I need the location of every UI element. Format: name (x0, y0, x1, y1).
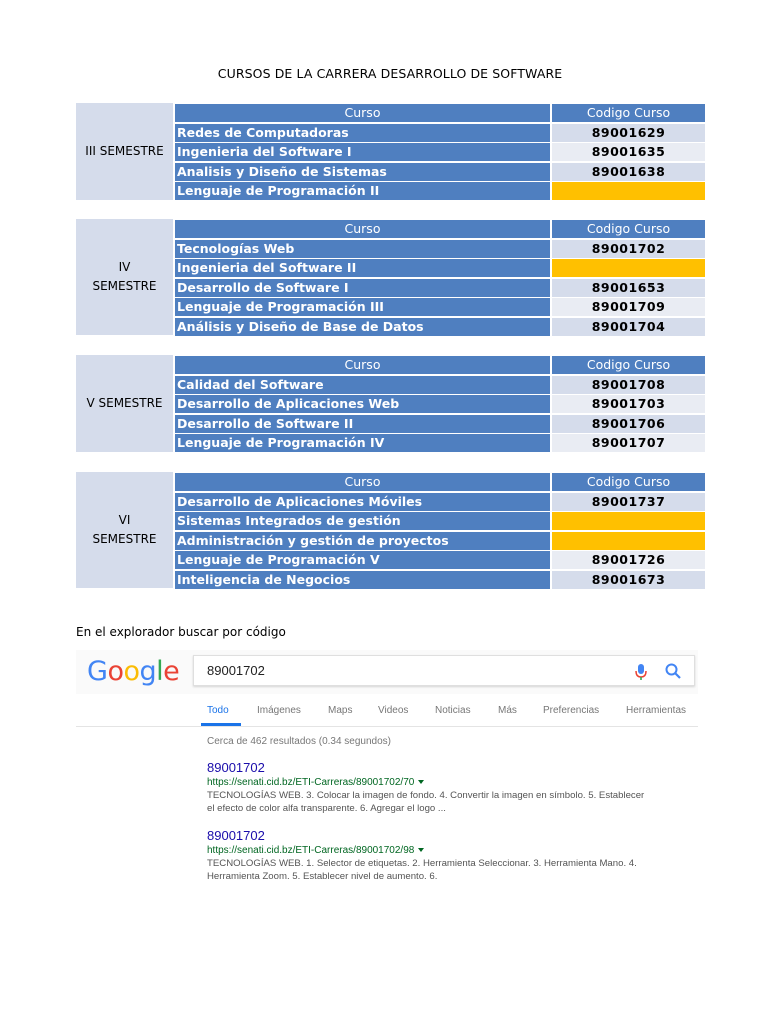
header-code: Codigo Curso (552, 220, 705, 238)
course-name: Inteligencia de Negocios (175, 571, 550, 589)
search-tabs (76, 694, 698, 727)
course-code: 89001709 (552, 298, 705, 316)
semester-block (76, 355, 705, 452)
result-snippet: TECNOLOGÍAS WEB. 3. Colocar la imagen de fondo. 4. Convertir la imagen en símbolo. 5. Establecer (207, 790, 645, 801)
course-code: 89001653 (552, 279, 705, 297)
dropdown-arrow-icon[interactable] (418, 848, 424, 852)
tab-4[interactable]: Noticias (435, 705, 471, 716)
tab-7[interactable]: Herramientas (626, 705, 687, 716)
caption: En el explorador buscar por código (76, 625, 286, 639)
course-name: Desarrollo de Aplicaciones Web (175, 395, 550, 413)
course-code (552, 512, 705, 530)
google-search-screenshot (76, 650, 698, 890)
search-input[interactable] (193, 655, 695, 686)
logo-letter: l (156, 656, 164, 687)
header-code: Codigo Curso (552, 356, 705, 374)
tab-3[interactable]: Videos (378, 705, 409, 716)
tab-1[interactable]: Imágenes (257, 705, 301, 716)
course-code: 89001704 (552, 318, 705, 336)
result-title-link[interactable]: 89001702 (207, 828, 265, 843)
course-code: 89001707 (552, 434, 705, 452)
header-code: Codigo Curso (552, 104, 705, 122)
search-result (207, 828, 687, 883)
table-row (175, 512, 705, 530)
table-header-row (175, 220, 705, 238)
course-name: Administración y gestión de proyectos (175, 532, 550, 550)
table-row (175, 434, 705, 452)
logo-letter: g (139, 656, 157, 687)
course-name: Análisis y Diseño de Base de Datos (175, 318, 550, 336)
search-icon[interactable] (664, 662, 682, 680)
header-course: Curso (175, 473, 550, 491)
tab-5[interactable]: Más (498, 705, 517, 716)
header-course: Curso (175, 104, 550, 122)
table-row (175, 551, 705, 569)
logo-letter: o (107, 656, 124, 687)
course-name: Desarrollo de Software II (175, 415, 550, 433)
semester-label-line2: SEMESTRE (92, 279, 157, 293)
result-stats: Cerca de 462 resultados (0.34 segundos) (207, 736, 392, 747)
course-code: 89001737 (552, 493, 705, 511)
result-url[interactable] (207, 844, 687, 857)
course-code: 89001638 (552, 163, 705, 181)
tab-6[interactable]: Preferencias (543, 705, 600, 716)
table-header-row (175, 473, 705, 491)
course-code (552, 182, 705, 200)
logo-letter: o (123, 656, 140, 687)
table-row (175, 493, 705, 511)
result-url-text: https://senati.cid.bz/ETI-Carreras/89001702/70 (207, 777, 415, 788)
table-row (175, 571, 705, 589)
logo-letter: e (163, 656, 180, 687)
table-row (175, 376, 705, 394)
course-name: Redes de Computadoras (175, 124, 550, 142)
search-query: 89001702 (207, 663, 265, 678)
table-row (175, 124, 705, 142)
course-name: Lenguaje de Programación II (175, 182, 550, 200)
course-name: Calidad del Software (175, 376, 550, 394)
course-name: Ingenieria del Software I (175, 143, 550, 161)
result-url-text: https://senati.cid.bz/ETI-Carreras/89001702/98 (207, 845, 415, 856)
semester-label (76, 103, 173, 200)
course-name: Desarrollo de Software I (175, 279, 550, 297)
microphone-icon[interactable] (634, 663, 648, 681)
table-row (175, 240, 705, 258)
tab-2[interactable]: Maps (328, 705, 353, 716)
header-course: Curso (175, 220, 550, 238)
semester-label-line1: IV (118, 260, 131, 274)
course-code: 89001706 (552, 415, 705, 433)
result-snippet: TECNOLOGÍAS WEB. 1. Selector de etiquetas. 2. Herramienta Seleccionar. 3. Herramienta Mano. 4. (207, 858, 637, 869)
course-name: Tecnologías Web (175, 240, 550, 258)
course-code: 89001635 (552, 143, 705, 161)
table-row (175, 318, 705, 336)
result-url[interactable] (207, 776, 687, 789)
course-name: Lenguaje de Programación V (175, 551, 550, 569)
course-name: Lenguaje de Programación III (175, 298, 550, 316)
table-row (175, 259, 705, 277)
course-code: 89001702 (552, 240, 705, 258)
tab-0[interactable]: Todo (207, 705, 229, 716)
search-header (76, 650, 698, 694)
table-header-row (175, 356, 705, 374)
course-name: Lenguaje de Programación IV (175, 434, 550, 452)
course-name: Desarrollo de Aplicaciones Móviles (175, 493, 550, 511)
result-title-link[interactable]: 89001702 (207, 760, 265, 775)
table-row (175, 395, 705, 413)
logo-letter: G (87, 656, 108, 687)
semester-block (76, 103, 705, 200)
table-row (175, 163, 705, 181)
semester-block (76, 472, 705, 588)
document-title: CURSOS DE LA CARRERA DESARROLLO DE SOFTWARE (217, 66, 563, 81)
table-row (175, 415, 705, 433)
google-logo (87, 656, 179, 687)
course-code: 89001703 (552, 395, 705, 413)
table-row (175, 143, 705, 161)
header-code: Codigo Curso (552, 473, 705, 491)
table-row (175, 182, 705, 200)
course-name: Analisis y Diseño de Sistemas (175, 163, 550, 181)
course-code (552, 532, 705, 550)
result-snippet: Herramienta Zoom. 5. Establecer nivel de aumento. 6. (207, 871, 438, 882)
table-row (175, 532, 705, 550)
course-name: Ingenieria del Software II (175, 259, 550, 277)
semester-label-line2: SEMESTRE (92, 532, 157, 546)
semester-label-line1: V SEMESTRE (86, 396, 163, 410)
semester-label-line1: VI (118, 513, 131, 527)
course-code (552, 259, 705, 277)
active-tab-indicator (201, 723, 241, 726)
header-course: Curso (175, 356, 550, 374)
course-code: 89001629 (552, 124, 705, 142)
table-row (175, 279, 705, 297)
semester-block (76, 219, 705, 335)
semester-label (76, 219, 173, 335)
dropdown-arrow-icon[interactable] (418, 780, 424, 784)
semester-label (76, 355, 173, 452)
course-code: 89001673 (552, 571, 705, 589)
table-row (175, 298, 705, 316)
course-code: 89001726 (552, 551, 705, 569)
course-name: Sistemas Integrados de gestión (175, 512, 550, 530)
semester-label-line1: III SEMESTRE (85, 144, 164, 158)
course-code: 89001708 (552, 376, 705, 394)
search-result (207, 760, 687, 815)
result-snippet: el efecto de color alfa transparente. 6. Agregar el logo ... (207, 803, 446, 814)
table-header-row (175, 104, 705, 122)
semester-label (76, 472, 173, 588)
